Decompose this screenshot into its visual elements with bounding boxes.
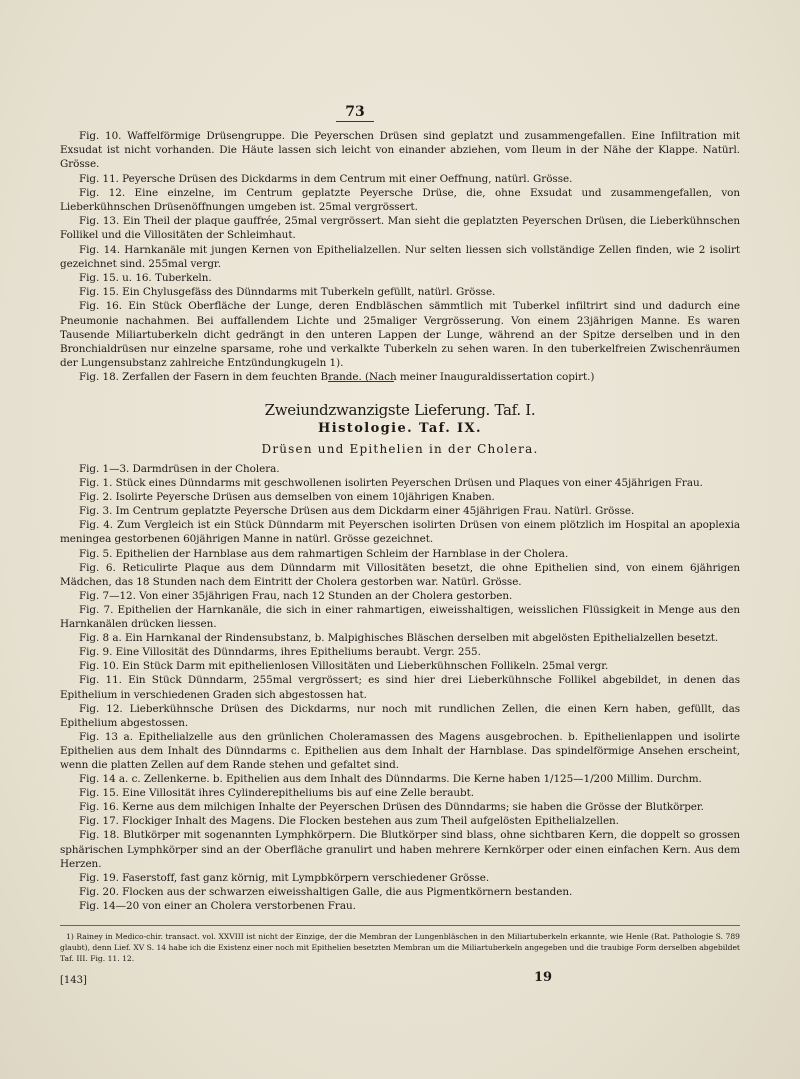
section-divider <box>328 381 394 382</box>
section-1-text <box>60 129 740 385</box>
paragraph: Fig. 10. Waffelförmige Drüsengruppe. Die Peyerschen Drüsen sind geplatzt und zusammengefallen. Eine Infiltration mit Exsudat ist nicht vorhanden. Die Häute lassen sich leicht von einander abziehen, vom Ileum in der Nähe der Klappe. Natürl. Grösse. <box>60 130 740 171</box>
paragraph: Fig. 14 a. c. Zellenkerne. b. Epithelien aus dem Inhalt des Dünndarms. Die Kerne haben 1/125—1/200 Millim. Durchm. <box>79 773 702 786</box>
paragraph: Fig. 16. Ein Stück Oberfläche der Lunge, deren Endbläschen sämmtlich mit Tuberkel infiltrirt sind und dadurch eine Pneumonie nachahmen. Bei auffallendem Lichte und 25maliger Vergrösserung. Von einem 23jährigen Manne. Es waren Tausende Miliartuberkeln dicht gedrängt in den unteren Lappen der Lunge, während an der Spitze derselben und in den Bronchialdrüsen nur einzelne sparsame, rohe und verkalkte Tuberkeln zu sehen waren. In den tuberkelfreien Zwischenräumen der Lungensubstanz zahlreiche Entzündungkugeln 1). <box>60 300 740 370</box>
paragraph: Fig. 15. Eine Villosität ihres Cylinderepitheliums bis auf eine Zelle beraubt. <box>79 787 474 800</box>
histologie-heading: Histologie. Taf. IX. <box>318 421 482 436</box>
paragraph: Fig. 15. Ein Chylusgefäss des Dünndarms mit Tuberkeln gefüllt, natürl. Grösse. <box>79 286 496 299</box>
paragraph: Fig. 9. Eine Villosität des Dünndarms, ihres Epitheliums beraubt. Vergr. 255. <box>79 646 481 659</box>
paragraph: Fig. 1. Stück eines Dünndarms mit geschwollenen isolirten Peyerschen Drüsen und Plaques von einer 45jährigen Frau. <box>79 477 703 490</box>
paragraph: Fig. 16. Kerne aus dem milchigen Inhalte der Peyerschen Drüsen des Dünndarms; sie haben die Grösse der Blutkörper. <box>79 801 704 814</box>
paragraph: Fig. 19. Faserstoff, fast ganz körnig, mit Lympbkörpern verschiedener Grösse. <box>79 871 490 884</box>
sheet-signature: [143] <box>60 975 87 986</box>
paragraph: Fig. 6. Reticulirte Plaque aus dem Dünndarm mit Villositäten besetzt, die ohne Epithelien sind, von einem 6jährigen Mädchen, das 18 Stunden nach dem Eintritt der Cholera gestorben war. Natürl. Grösse. <box>60 561 740 588</box>
paragraph: Fig. 10. Ein Stück Darm mit epithelienlosen Villositäten und Lieberkühnschen Follikeln. 25mal vergr. <box>79 660 609 673</box>
lieferung-heading: Zweiundzwanzigste Lieferung. Taf. I. <box>264 401 536 419</box>
section-2-text <box>60 462 740 913</box>
paragraph: Fig. 13. Ein Theil der plaque gauffrée, 25mal vergrössert. Man sieht die geplatzten Peyerschen Drüsen, die Lieberkühnschen Follikel und die Villositäten der Schleimhaut. <box>60 215 740 242</box>
paragraph: Fig. 12. Lieberkühnsche Drüsen des Dickdarms, nur noch mit rundlichen Zellen, die einen Kern haben, gefüllt, das Epithelium abgestossen. <box>60 702 740 729</box>
paragraph: Fig. 7—12. Von einer 35jährigen Frau, nach 12 Stunden an der Cholera gestorben. <box>79 589 513 602</box>
paragraph: Fig. 1—3. Darmdrüsen in der Cholera. <box>79 463 280 475</box>
paragraph: Fig. 17. Flockiger Inhalt des Magens. Die Flocken bestehen aus zum Theil aufgelösten Epithelialzellen. <box>79 815 619 828</box>
paragraph: Fig. 14—20 von einer an Cholera verstorbenen Frau. <box>79 899 356 912</box>
footnote-rule <box>60 925 740 926</box>
paragraph: Fig. 8 a. Ein Harnkanal der Rindensubstanz, b. Malpighisches Bläschen derselben mit abgelösten Epithelialzellen besetzt. <box>79 632 719 645</box>
paragraph: Fig. 2. Isolirte Peyersche Drüsen aus demselben von einem 10jährigen Knaben. <box>79 491 495 504</box>
paragraph: Fig. 5. Epithelien der Harnblase aus dem rahmartigen Schleim der Harnblase in der Cholera. <box>79 547 569 560</box>
paragraph: Fig. 7. Epithelien der Harnkanäle, die sich in einer rahmartigen, eiweisshaltigen, weisslichen Flüssigkeit in Menge aus den Harnkanälen drücken liessen. <box>60 603 740 631</box>
header-rule <box>336 121 374 122</box>
paragraph: Fig. 18. Zerfallen der Fasern in dem feuchten Brande. (Nach meiner Inauguraldissertation copirt.) <box>79 371 595 384</box>
paragraph: Fig. 14. Harnkanäle mit jungen Kernen von Epithelialzellen. Nur selten liessen sich vollständige Zellen finden, wie 2 isolirt gezeichnet sind. 255mal vergr. <box>60 243 740 270</box>
paragraph: Fig. 12. Eine einzelne, im Centrum geplatzte Peyersche Drüse, die, ohne Exsudat und zusammengefallen, von Lieberkühnschen Drüsenöffnungen umgeben ist. 25mal vergrössert. <box>60 186 740 214</box>
paragraph: Fig. 18. Blutkörper mit sogenannten Lymphkörpern. Die Blutkörper sind blass, ohne sichtbaren Kern, die doppelt so grossen sphärischen Lymphkörper sind an der Oberfläche granulirt und haben mehrere Kernkörper oder einen einfachen Kern. Aus dem Herzen. <box>60 829 740 870</box>
paragraph: Fig. 4. Zum Vergleich ist ein Stück Dünndarm mit Peyerschen isolirten Drüsen von einem plötzlich im Hospital an apoplexia meningea gestorbenen 60jährigen Manne in natürl. Grösse gezeichnet. <box>60 519 740 546</box>
paragraph: Fig. 3. Im Centrum geplatzte Peyersche Drüsen aus dem Dickdarm einer 45jährigen Frau. Natürl. Grösse. <box>79 505 635 518</box>
paragraph: Fig. 20. Flocken aus der schwarzen eiweisshaltigen Galle, die aus Pigmentkörnern bestanden. <box>79 885 573 898</box>
paragraph: Fig. 11. Peyersche Drüsen des Dickdarms in dem Centrum mit einer Oeffnung, natürl. Grösse. <box>79 172 573 185</box>
page-number: 73 <box>345 104 365 120</box>
paragraph: Fig. 11. Ein Stück Dünndarm, 255mal vergrössert; es sind hier drei Lieberkühnsche Follikel abgebildet, in denen das Epithelium in verschiedenen Graden sich abgestossen hat. <box>60 674 740 701</box>
subtitle-heading: Drüsen und Epithelien in der Cholera. <box>261 442 539 456</box>
paragraph: Fig. 15. u. 16. Tuberkeln. <box>79 272 212 285</box>
paragraph: Fig. 13 a. Epithelialzelle aus den grünlichen Choleramassen des Magens ausgebrochen. b. Epithelienlappen und isolirte Epithelien aus dem Inhalt des Dünndarms c. Epithelien aus dem Inhalt der Harnblase. Das spindelförmige Ansehen erscheint, wenn die platten Zellen auf dem Rande stehen und gefaltet sind. <box>60 730 740 771</box>
gathering-number: 19 <box>534 970 553 985</box>
footnote: 1) Rainey in Medico-chir. transact. vol. XXVIII ist nicht der Einzige, der die Membran der Lungenbläschen in den Miliartuberkeln erkannte, wie Henle (Rat. Pathologie S. 789 glaubt), denn Lief. XV S. 14 habe ich die Existenz einer noch mit Epithelien besetzten Membran um die Miliartuberkeln angegeben und die traubige Form derselben abgebildet Taf. III. Fig. 11. 12. <box>60 932 740 963</box>
